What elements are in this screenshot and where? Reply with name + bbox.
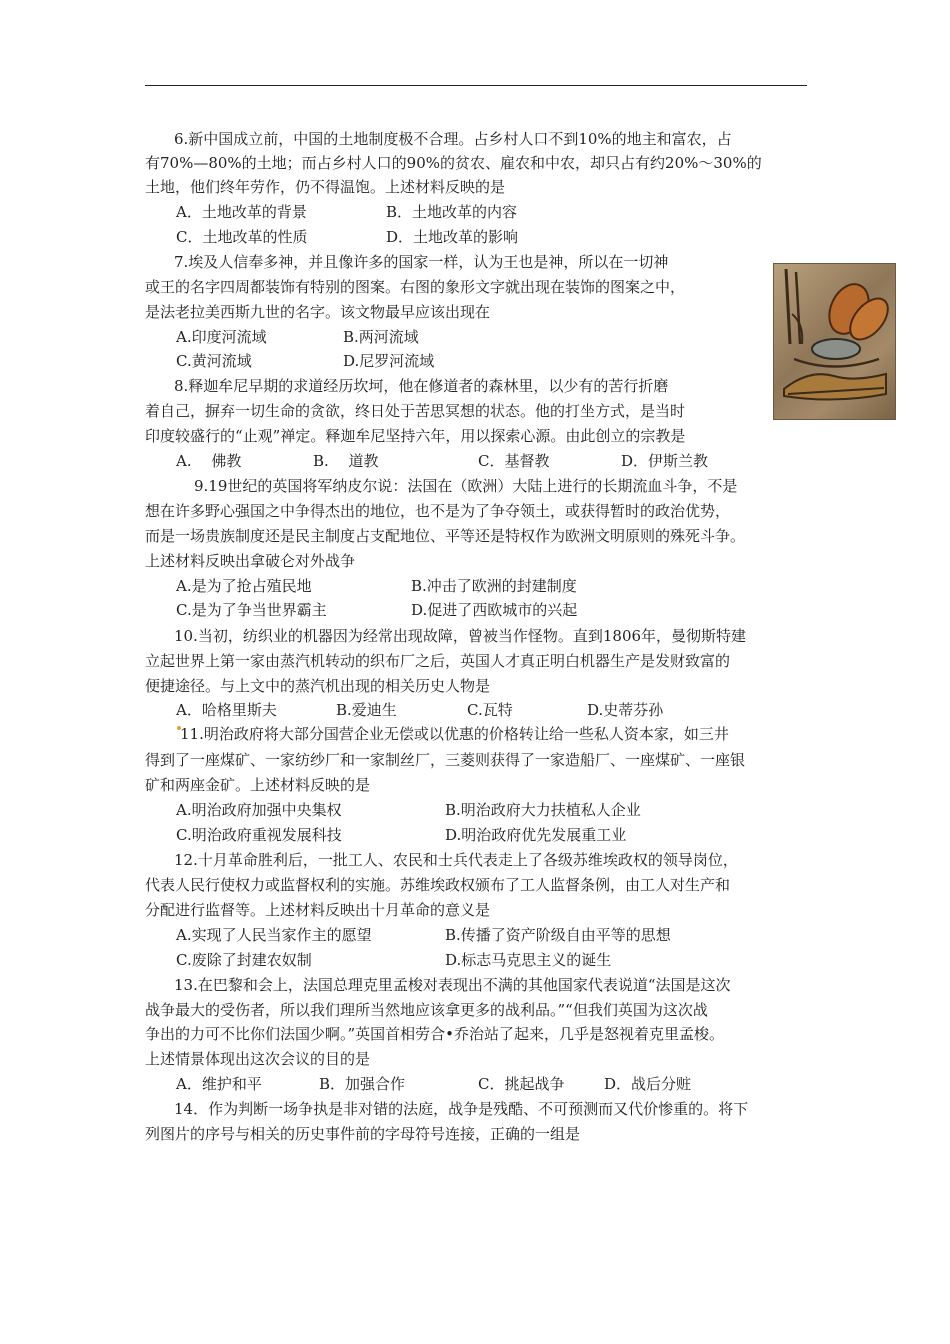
q9-option-c: C.是为了争当世界霸主 (176, 601, 327, 619)
q8-line-2: 着自己，摒弃一切生命的贪欲，终日处于苦思冥想的状态。他的打坐方式，是当时 (145, 402, 686, 420)
q10-line-1: 10.当初，纺织业的机器因为经常出现故障，曾被当作怪物。直到1806年，曼彻斯特建 (174, 627, 747, 645)
q11-option-b: B.明治政府大力扶植私人企业 (445, 801, 641, 819)
q12-line-2: 代表人民行使权力或监督权利的实施。苏维埃政权颁布了工人监督条例，由工人对生产和 (145, 876, 731, 894)
q7-option-a: A.印度河流域 (176, 328, 267, 346)
q10-option-a: A．哈格里斯夫 (176, 701, 277, 719)
q12-option-b: B.传播了资产阶级自由平等的思想 (445, 926, 671, 944)
q14-line-2: 列图片的序号与相关的历史事件前的字母符号连接，正确的一组是 (145, 1125, 581, 1143)
q12-option-d: D.标志马克思主义的诞生 (445, 951, 612, 969)
q7-option-b: B.两河流域 (343, 328, 419, 346)
q6-line-2: 有70%—80%的土地；而占乡村人口的90%的贫农、雇农和中农，却只占有约20%～30%的 (145, 154, 762, 172)
q9-option-d: D.促进了西欧城市的兴起 (411, 601, 578, 619)
q9-option-b: B.冲击了欧洲的封建制度 (411, 577, 577, 595)
q13-line-1: 13.在巴黎和会上，法国总理克里孟梭对表现出不满的其他国家代表说道“法国是这次 (174, 976, 731, 994)
q11-line-3: 矿和两座金矿。上述材料反映的是 (145, 776, 371, 794)
q10-line-2: 立起世界上第一家由蒸汽机转动的织布厂之后，英国人才真正明白机器生产是发财致富的 (145, 652, 731, 670)
q8-option-b: B. 道教 (313, 452, 379, 470)
q9-line-1: 9.19世纪的英国将军纳皮尔说：法国在（欧洲）大陆上进行的长期流血斗争，不是 (194, 477, 738, 495)
q13-option-b: B．加强合作 (319, 1075, 406, 1093)
q10-line-3: 便捷途径。与上文中的蒸汽机出现的相关历史人物是 (145, 677, 491, 695)
q11-line-1: 11.明治政府将大部分国营企业无偿或以优惠的价格转让给一些私人资本家，如三井 (180, 725, 729, 743)
q6-option-c: C．土地改革的性质 (176, 228, 308, 246)
q8-line-1: 8.释迦牟尼早期的求道经历坎坷，他在修道者的森林里，以少有的苦行折磨 (174, 377, 669, 395)
q13-option-d: D．战后分赃 (604, 1075, 692, 1093)
q6-line-3: 土地，他们终年劳作，仍不得温饱。上述材料反映的是 (145, 178, 506, 196)
q9-option-a: A.是为了抢占殖民地 (176, 577, 312, 595)
q12-option-a: A.实现了人民当家作主的愿望 (176, 926, 372, 944)
q8-option-a: A. 佛教 (176, 452, 242, 470)
q10-option-c: C.瓦特 (467, 701, 513, 719)
q13-option-a: A．维护和平 (176, 1075, 262, 1093)
q12-line-3: 分配进行监督等。上述材料反映出十月革命的意义是 (145, 901, 491, 919)
q11-option-c: C.明治政府重视发展科技 (176, 826, 342, 844)
q14-line-1: 14．作为判断一场争执是非对错的法庭，战争是残酷、不可预测而又代价惨重的。将下 (174, 1100, 749, 1118)
header-rule (145, 85, 807, 86)
q13-line-2: 战争最大的受伤者，所以我们理所当然地应该拿更多的战利品。”“但我们英国为这次战 (145, 1001, 708, 1019)
q11-line-2: 得到了一座煤矿、一家纺纱厂和一家制丝厂，三菱则获得了一家造船厂、一座煤矿、一座银 (145, 751, 746, 769)
q6-option-a: A．土地改革的背景 (176, 203, 307, 221)
q7-option-c: C.黄河流域 (176, 352, 252, 370)
q12-line-1: 12.十月革命胜利后，一批工人、农民和士兵代表走上了各级苏维埃政权的领导岗位， (174, 851, 738, 869)
q13-line-3: 争出的力可不比你们法国少啊。”英国首相劳合•乔治站了起来，几乎是怒视着克里孟梭。 (145, 1025, 725, 1043)
q13-line-4: 上述情景体现出这次会议的目的是 (145, 1050, 371, 1068)
q7-line-1: 7.埃及人信奉多神，并且像许多的国家一样，认为王也是神，所以在一切神 (174, 253, 669, 271)
q6-line-1: 6.新中国成立前，中国的土地制度极不合理。占乡村人口不到10%的地主和富农，占 (174, 130, 732, 148)
q10-option-d: D.史蒂芬孙 (587, 701, 664, 719)
q10-option-b: B.爱迪生 (336, 701, 397, 719)
q8-option-c: C．基督教 (478, 452, 550, 470)
q8-option-d: D．伊斯兰教 (621, 452, 709, 470)
q8-line-3: 印度较盛行的“止观”禅定。释迦牟尼坚持六年，用以探索心源。由此创立的宗教是 (145, 427, 686, 445)
q7-line-3: 是法老拉美西斯九世的名字。该文物最早应该出现在 (145, 303, 491, 321)
q6-option-d: D．土地改革的影响 (386, 228, 519, 246)
q9-line-4: 上述材料反映出拿破仑对外战争 (145, 552, 356, 570)
q9-line-2: 想在许多野心强国之中争得杰出的地位，也不是为了争夺领土，或获得暂时的政治优势， (145, 502, 731, 520)
hieroglyph-image (773, 263, 896, 420)
q11-option-a: A.明治政府加强中央集权 (176, 801, 342, 819)
q7-line-2: 或王的名字四周都装饰有特别的图案。右图的象形文字就出现在装饰的图案之中， (145, 278, 686, 296)
q13-option-c: C．挑起战争 (478, 1075, 565, 1093)
q12-option-c: C.废除了封建农奴制 (176, 951, 312, 969)
q11-option-d: D.明治政府优先发展重工业 (445, 826, 627, 844)
q7-option-d: D.尼罗河流域 (343, 352, 435, 370)
q6-option-b: B．土地改革的内容 (386, 203, 518, 221)
q9-line-3: 而是一场贵族制度还是民主制度占支配地位、平等还是特权作为欧洲文明原则的殊死斗争。 (145, 527, 746, 545)
